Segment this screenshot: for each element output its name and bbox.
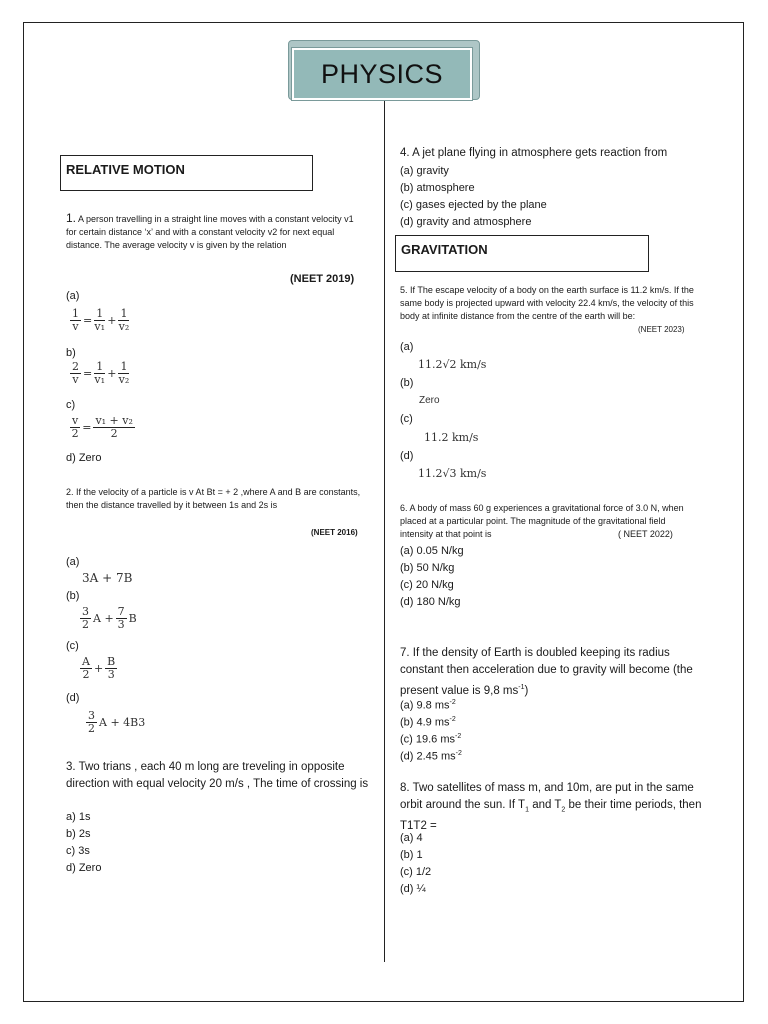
formula-d: $\frac{3}{2}$ A + 4B3: [88, 709, 146, 735]
option-b: (b) 50 N/kg: [400, 562, 455, 574]
question-text: A person travelling in a straight line moves with a constant velocity v1 for certain distance ‘x’ and with a constant velocity v2 for next equal distance. The average velocity v is given by the relation: [66, 214, 354, 250]
answer-b: Zero: [419, 395, 440, 406]
question-number: 1.: [66, 211, 77, 225]
question-2: 2. If the velocity of a particle is v At Bt = + 2 ,where A and B are constants, then the distance travelled by it between 1s and 2s is: [66, 487, 361, 510]
option-label: (a): [66, 290, 80, 302]
option-label: (b): [400, 377, 414, 389]
column-divider: [384, 88, 385, 962]
option-d: (d) 180 N/kg: [400, 596, 461, 608]
option-a: (a) 0.05 N/kg: [400, 545, 464, 557]
option-a: a) 1s: [66, 811, 91, 823]
answer-d: 11.2√3 km/s: [418, 467, 487, 480]
option-label: b): [66, 347, 76, 359]
question-1: [66, 212, 362, 252]
page-title: PHYSICS: [320, 58, 444, 89]
option-a: (a) 9.8 $ms^{-2}$: [400, 699, 456, 712]
section-title: RELATIVE MOTION: [66, 162, 185, 177]
exam-source: (NEET 2016): [311, 528, 358, 537]
option-d: (d) 2.45 $ms^{-2}$: [400, 750, 462, 763]
option-b: (b) 1: [400, 849, 423, 861]
option-label: (a): [400, 341, 414, 353]
option-b: (b) 4.9 $ms^{-2}$: [400, 716, 456, 729]
option-d: (d) gravity and atmosphere: [400, 216, 532, 228]
option-label: (c): [400, 413, 413, 425]
option-d: (d) ¼: [400, 883, 426, 895]
option-a: (a) 4: [400, 832, 423, 844]
option-b: (b) atmosphere: [400, 182, 475, 194]
question-5: 5. If The escape velocity of a body on the earth surface is 11.2 km/s. If the same body is projected upward with velocity 22.4 km/s, the velocity of this body at infinite distance from the centre of the earth will be:: [400, 285, 694, 321]
formula-a: $\frac{1}{v}$ = $\frac{1}{\text{v₁}}$ + $\frac{1}{\text{v₂}}$: [72, 307, 130, 333]
answer-a: 11.2√2 km/s: [418, 358, 487, 371]
option-c: (c) 19.6 $ms^{-2}$: [400, 733, 462, 746]
question-8: 8. Two satellites of mass m, and 10m, are put in the same orbit around the sun. If $T_1$ and $T_2$ be their time periods, then T1T2 =: [400, 782, 702, 833]
section-title: GRAVITATION: [401, 242, 488, 257]
section-box-gravitation: [395, 235, 649, 272]
question-6: 6. A body of mass 60 g experiences a gravitational force of 3.0 N, when placed at a particular point. The magnitude of the gravitational field intensity at that point is: [400, 503, 684, 539]
question-7: 7. If the density of Earth is doubled keeping its radius constant then acceleration due to gravity will become (the present value is 9,8 $ms^{-1}$): [400, 647, 693, 697]
option-d: d) Zero: [66, 862, 102, 874]
option-c: (c) 20 N/kg: [400, 579, 454, 591]
question-4: 4. A jet plane flying in atmosphere gets reaction from: [400, 147, 668, 159]
page-title-banner: [292, 48, 472, 100]
option-c: (c) 1/2: [400, 866, 432, 878]
option-label: (d): [400, 450, 414, 462]
option-b: b) 2s: [66, 828, 91, 840]
option-label: c): [66, 399, 76, 411]
question-3: 3. Two trians , each 40 m long are treveling in opposite direction with equal velocity 20 m/s , The time of crossing is: [66, 761, 369, 790]
option-label: (a): [66, 556, 80, 568]
option-label: (c): [66, 640, 79, 652]
option-label: (b): [66, 590, 80, 602]
exam-source: ( NEET 2022): [618, 529, 673, 539]
exam-source: (NEET 2019): [290, 273, 355, 285]
formula-a: 3A + 7B: [82, 571, 133, 585]
option-d: d) Zero: [66, 452, 102, 464]
formula-b: $\frac{3}{2}$ A + $\frac{7}{3}$ B: [82, 605, 137, 631]
option-label: (d): [66, 692, 80, 704]
formula-c: $\frac{v}{2}$ = $\frac{\text{v₁ + v₂}}{2}$: [71, 414, 133, 440]
exam-source: (NEET 2023): [638, 325, 685, 334]
option-a: (a) gravity: [400, 165, 449, 177]
formula-b: $\frac{2}{v}$ = $\frac{1}{\text{v₁}}$ + $\frac{1}{\text{v₂}}$: [72, 360, 130, 386]
formula-c: $\frac{A}{2}$ + $\frac{B}{3}$: [82, 655, 116, 681]
option-c: (c) gases ejected by the plane: [400, 199, 547, 211]
answer-c: 11.2 km/s: [424, 431, 479, 444]
option-c: c) 3s: [66, 845, 90, 857]
section-box-relative-motion: [60, 155, 313, 191]
